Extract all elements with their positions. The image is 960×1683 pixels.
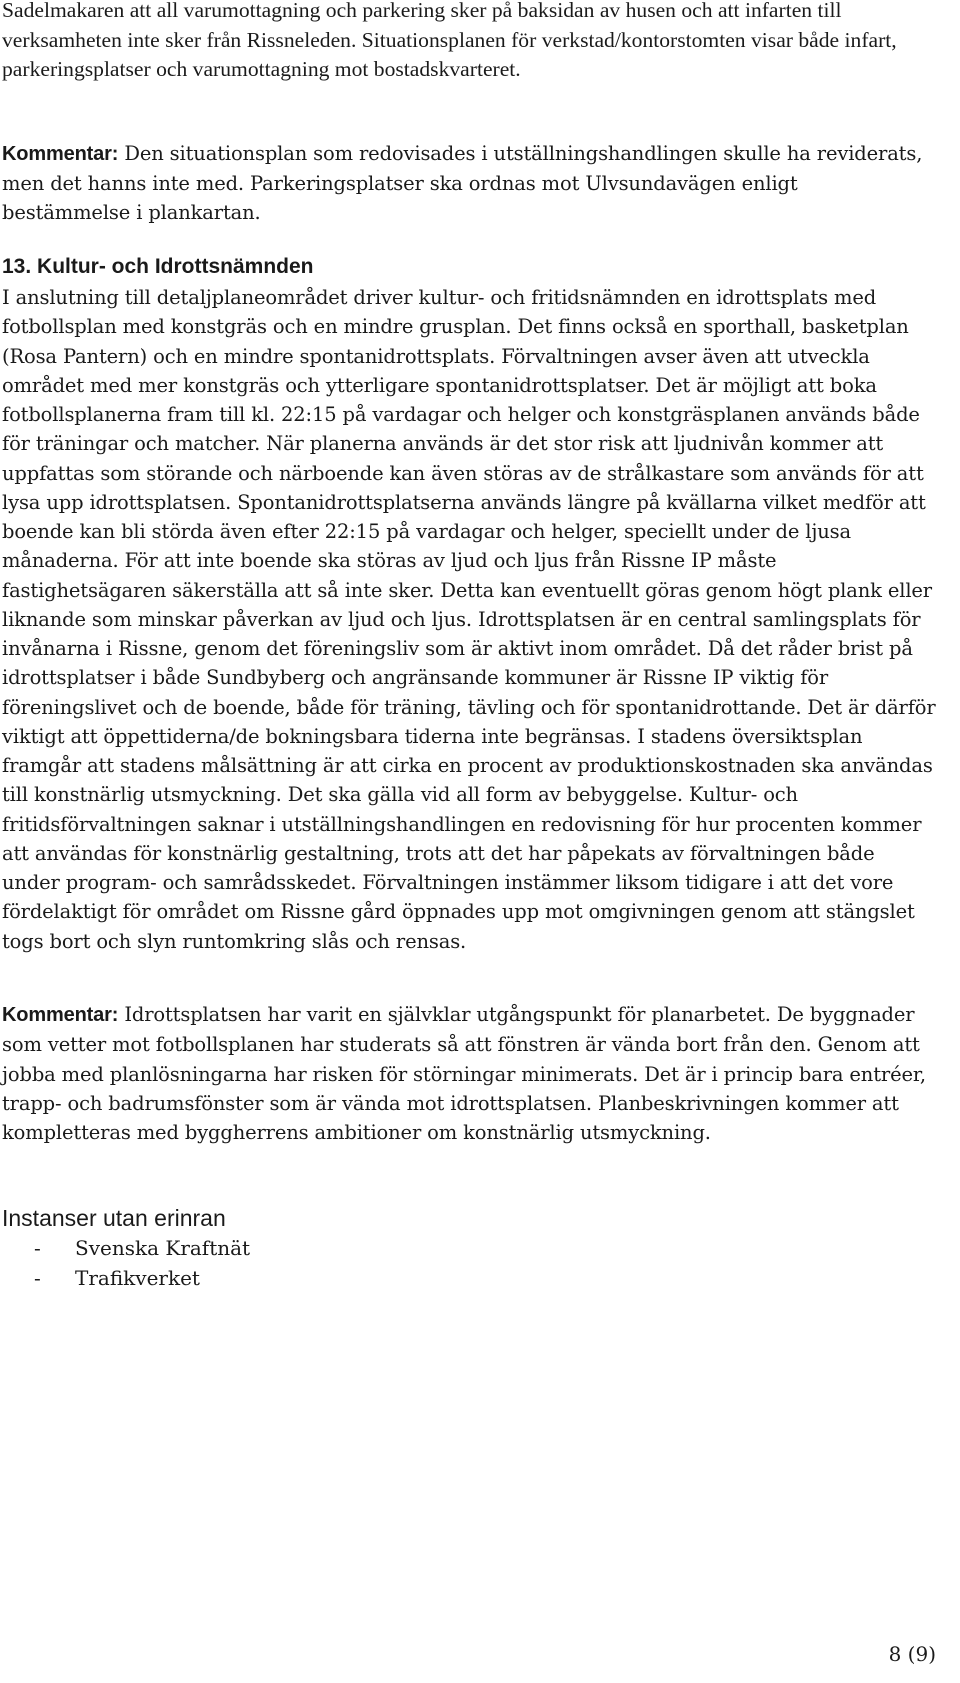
comment-paragraph-1 (0, 139, 927, 228)
intro-paragraph: Sadelmakaren att all varumottagning och parkering sker på baksidan av husen och att infarten till verksamheten inte sker från Rissneleden. Situationsplanen för verkstad/kontorstomten visar både infart, parkeringsplatser och varumottagning mot bostadskvarteret. (2, 0, 897, 82)
list-item (34, 1263, 250, 1293)
list-item-label: Svenska Kraftnät (75, 1236, 251, 1260)
section-body: I anslutning till detaljplaneområdet driver kultur- och fritidsnämnden en idrottsplats med fotbollsplan med konstgräs och en mindre grusplan. Det finns också en sporthall, basketplan (Rosa Pantern) och en mindre spontanidrottsplats. Förvaltningen avser även att utveckla området med mer konstgräs och ytterligare spontanidrottsplatser. Det är möjligt att boka fotbollsplanerna fram till kl. 22:15 på vardagar och helger och konstgräsplanen används både för träningar och matcher. När planerna används är det stor risk att ljudnivån kommer att uppfattas som störande och närboende kan även störas av de strålkastare som används för att lysa upp idrottsplatsen. Spontanidrottsplatserna används längre på kvällarna vilket medför att boende kan bli störda även efter 22:15 på vardagar och helger, speciellt under de ljusa månaderna. För att inte boende ska störas av ljud och ljus från Rissne IP måste fastighetsägaren säkerställa att så inte sker. Detta kan eventuellt göras genom högt plank eller liknande som minskar påverkan av ljud och ljus. Idrottsplatsen är en central samlingsplats för invånarna i Rissne, genom det föreningsliv som är aktivt inom området. Då det råder brist på idrottsplatser i både Sundbyberg och angränsande kommuner är Rissne IP viktig för föreningslivet och de boende, både för träning, tävling och för spontanidrottande. Det är därför viktigt att öppettiderna/de bokningsbara tiderna inte begränsas. I stadens översiktsplan framgår att stadens målsättning är att cirka en procent av produktionskostnaden ska användas till konstnärlig utsmyckning. Det ska gälla vid all form av bebyggelse. Kultur- och fritidsförvaltningen saknar i utställningshandlingen en redovisning för hur procenten kommer att användas för konstnärlig gestaltning, trots att det har påpekats av förvaltningen både under program- och samrådsskedet. Förvaltningen instämmer liksom tidigare i att det vore fördelaktigt för området om Rissne gård öppnades upp mot omgivningen genom att stängslet togs bort och slyn runtomkring slås och rensas. (2, 286, 936, 953)
comment-text: Idrottsplatsen har varit en självklar utgångspunkt för planarbetet. De byggnader som vetter mot fotbollsplanen har studerats så att fönstren är vända bort från den. Genom att jobba med planlösningarna har risken för störningar minimerats. Det är i princip bara entréer, trapp- och badrumsfönster som är vända mot idrottsplatsen. Planbeskrivningen kommer att kompletteras med byggherrens ambitioner om konstnärlig utsmyckning. (2, 1003, 926, 1145)
instances-list (34, 1233, 250, 1293)
comment-paragraph-2 (0, 1000, 937, 1147)
page-number: 8 (9) (888, 1642, 936, 1666)
comment-label: Kommentar: (2, 1004, 119, 1026)
list-dash: - (34, 1236, 41, 1260)
list-item (34, 1233, 250, 1263)
comment-label: Kommentar: (2, 143, 119, 165)
list-item-label: Trafikverket (75, 1266, 200, 1290)
section-heading: 13. Kultur- och Idrottsnämnden (2, 255, 314, 278)
list-dash: - (34, 1266, 41, 1290)
comment-text: Den situationsplan som redovisades i utställningshandlingen skulle ha reviderats, men det hanns inte med. Parkeringsplatser ska ordnas mot Ulvsundavägen enligt bestämmelse i plankartan. (2, 142, 923, 225)
instances-title: Instanser utan erinran (2, 1205, 226, 1231)
